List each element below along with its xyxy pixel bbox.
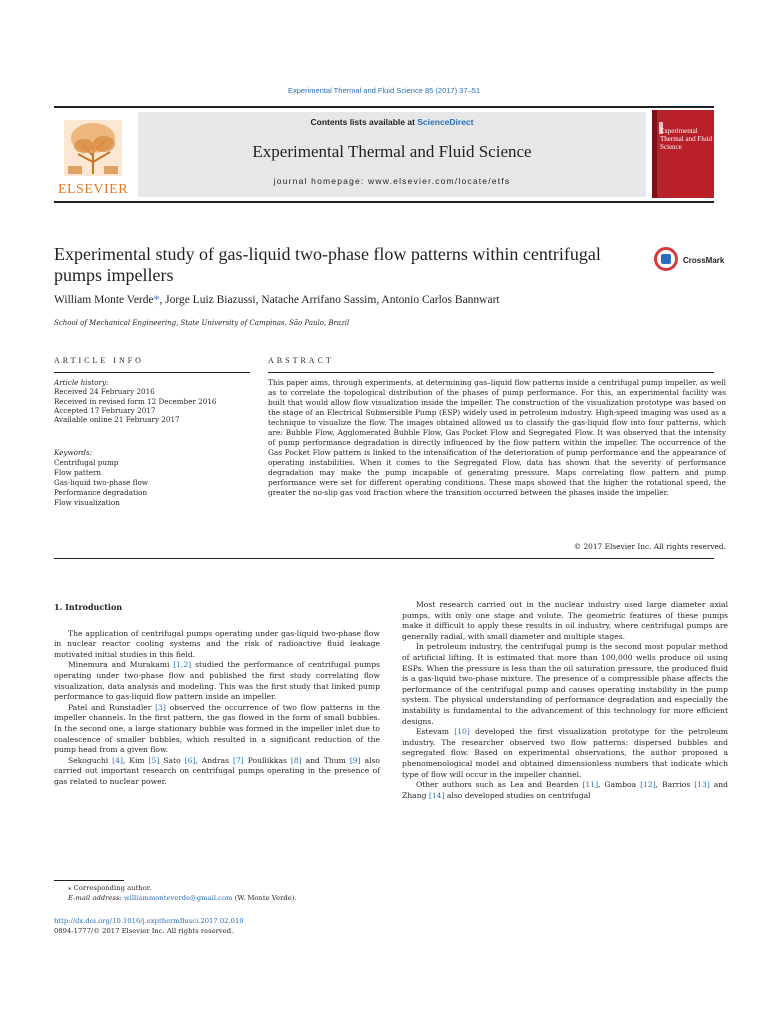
crossmark-icon: [654, 247, 678, 271]
journal-citation[interactable]: Experimental Thermal and Fluid Science 85 (2017) 37–51: [287, 86, 481, 95]
text-run: , Gamboa: [598, 780, 641, 790]
corresponding-author-marker[interactable]: *: [153, 294, 160, 306]
text-run: , Barrios: [655, 780, 695, 790]
journal-title: Experimental Thermal and Fluid Science: [252, 142, 532, 161]
issn-line: 0894-1777/© 2017 Elsevier Inc. All rights reserved.: [54, 926, 234, 935]
text-run: Other authors such as Lea and Bearden: [416, 780, 583, 790]
keyword-item: Performance degradation: [54, 488, 148, 497]
text-run: , Kim: [122, 755, 149, 765]
doi-link[interactable]: http://dx.doi.org/10.1016/j.expthermflusci.2017.02.019: [54, 917, 244, 925]
journal-masthead: [54, 106, 714, 203]
body-column-right: [402, 600, 728, 801]
article-info-rule: [54, 372, 250, 373]
article-history: [54, 378, 254, 424]
keyword-item: Gas-liquid two-phase flow: [54, 478, 148, 487]
section-heading: 1. Introduction: [54, 602, 123, 612]
email-suffix: (W. Monte Verde).: [232, 894, 297, 902]
paragraph: [402, 727, 728, 780]
crossmark-label: CrossMark: [683, 256, 725, 265]
reference-link[interactable]: [3]: [155, 702, 166, 712]
text-run: observed the occurrence of two flow patterns in the impeller channels. In the first pattern, the gas flowed in the form of small bubbles. In the second one, a large stationary bubble was formed in the impeller inlet due to coalescence of smaller bubbles, which resulted in a significant reduction of the pump head from a given flow.: [54, 702, 380, 755]
body-column-left: [54, 600, 380, 788]
text-run: Patel and Runstadler: [68, 702, 156, 712]
text-run: Sato: [159, 755, 185, 765]
text-run: studied the performance of centrifugal pumps operating under two-phase flow and published the first study correlating flow visualization, data analysis and modeling. This was the first study that linked pump performance to gas-liquid flow pattern inside an impeller.: [54, 660, 380, 702]
contents-line: [138, 117, 646, 127]
cover-spine: [652, 110, 657, 198]
abstract-label: ABSTRACT: [268, 356, 334, 365]
journal-cover-thumbnail[interactable]: [652, 110, 714, 198]
paragraph: [54, 660, 380, 702]
reference-link[interactable]: [14]: [428, 790, 445, 800]
homepage-prefix: journal homepage:: [273, 176, 369, 186]
sciencedirect-link[interactable]: ScienceDirect: [417, 117, 474, 127]
reference-link[interactable]: [12]: [640, 780, 656, 790]
abstract-copyright: © 2017 Elsevier Inc. All rights reserved.: [573, 542, 726, 551]
affiliation: School of Mechanical Engineering, State University of Campinas, São Paulo, Brazil: [54, 319, 350, 327]
abstract-bottom-rule: [54, 558, 714, 559]
crossmark-badge[interactable]: [654, 247, 744, 273]
homepage-url[interactable]: www.elsevier.com/locate/etfs: [368, 176, 511, 186]
paper-title: Experimental study of gas-liquid two-phase flow patterns within centrifugal pumps impellers: [54, 244, 601, 285]
doi-block: [54, 917, 384, 936]
email-link[interactable]: williammonteverde@gmail.com: [123, 894, 233, 902]
reference-link[interactable]: [9]: [349, 755, 361, 765]
text-run: Poullikkas: [243, 755, 291, 765]
journal-banner: [138, 112, 646, 197]
author-list: [54, 294, 734, 306]
corresponding-author-note: ⁎ Corresponding author.: [68, 884, 152, 892]
email-note: [54, 893, 384, 903]
history-label: Article history:: [54, 378, 109, 387]
article-info-label: ARTICLE INFO: [54, 356, 144, 365]
text-run: , Andras: [195, 755, 233, 765]
text-run: Minemura and Murakami: [68, 660, 174, 670]
text-run: and Thum: [301, 755, 350, 765]
text-run: and Zhang: [402, 780, 729, 800]
history-item: Available online 21 February 2017: [54, 415, 180, 425]
footnote-rule: [54, 880, 124, 881]
masthead-top-rule: [54, 106, 714, 108]
contents-prefix: Contents lists available at: [310, 117, 418, 127]
history-item: Accepted 17 February 2017: [54, 405, 156, 415]
keyword-item: Flow pattern: [54, 468, 102, 477]
history-item: Received in revised form 12 December 2016: [54, 396, 217, 406]
abstract-rule: [268, 372, 714, 373]
reference-link[interactable]: [13]: [694, 780, 710, 790]
keywords-label: Keywords:: [54, 448, 93, 457]
reference-link[interactable]: [5]: [148, 755, 160, 765]
paragraph: The application of centrifugal pumps operating under gas-liquid two-phase flow in nuclear reactor cooling systems and the risk of radioactive fluid leakage motivated initial studies in this field.: [54, 628, 380, 659]
masthead-bottom-rule: [54, 201, 714, 203]
reference-link[interactable]: [6]: [184, 755, 196, 765]
text-run: Sekoguchi: [68, 755, 113, 765]
keyword-item: Flow visualization: [54, 498, 120, 507]
paragraph: [402, 780, 728, 801]
history-item: Received 24 February 2016: [54, 387, 155, 397]
text-run: also carried out important research on centrifugal pumps operating in the presence of gas related to nuclear power.: [54, 755, 380, 786]
reference-link[interactable]: [8]: [290, 755, 302, 765]
keyword-item: Centrifugal pump: [54, 458, 119, 467]
reference-link[interactable]: [1,2]: [173, 660, 192, 670]
abstract-text: This paper aims, through experiments, at determining gas–liquid flow patterns inside a centrifugal pump impeller, as well as to correlate the topological distribution of the phases of pump performance. For this, an experimental facility was built that would allow flow visualization inside the impeller. The construction of the visualization prototype was based on the stage of an Electrical Submersible Pump (ESP) widely used in petroleum industry. High-speed imaging was used as a technique to visualize the flow. The images obtained allowed us to classify the gas-liquid flow into four patterns, which are: Bubble Flow, Agglomerated Bubble Flow, Gas Pocket Flow and Segregated Flow. It was observed that the intensity of pump performance degradation is directly influenced by the flow pattern within the impeller. The occurrence of the Gas Pocket Flow pattern is linked to the intensification of the deterioration of pump performance and the appearance of operating instabilities. When it comes to the Segregated Flow, data has shown that the severity of performance degradation may make the pump incapable of generating pressure. Maps correlating flow pattern and pump performance were set for different operating conditions. These maps showed that the higher the rotational speed, the greater the no-slip gas void fraction where the transition occurred between the phases inside the impeller.: [268, 378, 726, 497]
author-first: William Monte Verde: [54, 294, 154, 306]
publisher-name: ELSEVIER: [57, 182, 129, 197]
text-run: Estevam: [416, 727, 455, 737]
text-run: also developed studies on centrifugal: [444, 790, 591, 800]
email-label: E-mail address:: [68, 894, 124, 902]
author-rest: , Jorge Luiz Biazussi, Natache Arrifano Sassim, Antonio Carlos Bannwart: [159, 294, 500, 306]
reference-link[interactable]: [4]: [112, 755, 123, 765]
footnotes: [54, 883, 384, 903]
paragraph: In petroleum industry, the centrifugal pump is the second most popular method of artificial lifting. It is estimated that more than 100,000 wells produce oil using ESPs. When the pressure is less than the oil saturation pressure, the produced fluid is a gas-liquid two-phase mixture. The presence of a compressible phase affects the performance of the centrifugal pump and causes operating instability in the pump system. The physical understanding of performance degradation and especially the instability is fundamental to the advancement of this technology for more efficient designs.: [402, 642, 728, 726]
paragraph: [54, 703, 380, 756]
text-run: developed the first visualization prototype for the petroleum industry. The researcher observed two flow patterns: dispersed bubbles and segregated flow. Based on experimental observations, the author proposed a phenomenological model and obtained dimensionless numbers that indicate which type of flow will occur in the impeller channel.: [402, 727, 729, 779]
homepage-line: [138, 176, 646, 186]
reference-link[interactable]: [11]: [582, 780, 599, 790]
keywords: [54, 448, 254, 508]
paragraph: [54, 756, 380, 788]
paragraph: Most research carried out in the nuclear industry used large diameter axial pumps, with only one stage and volute. The geometric features of these pumps make it difficult to apply these results in oil industry, where centrifugal pumps are generally radial, with small diameter and multiple stages.: [402, 600, 728, 641]
reference-link[interactable]: [7]: [233, 755, 244, 765]
reference-link[interactable]: [10]: [454, 727, 470, 737]
cover-title: Experimental Thermal and Fluid Science: [660, 127, 713, 151]
